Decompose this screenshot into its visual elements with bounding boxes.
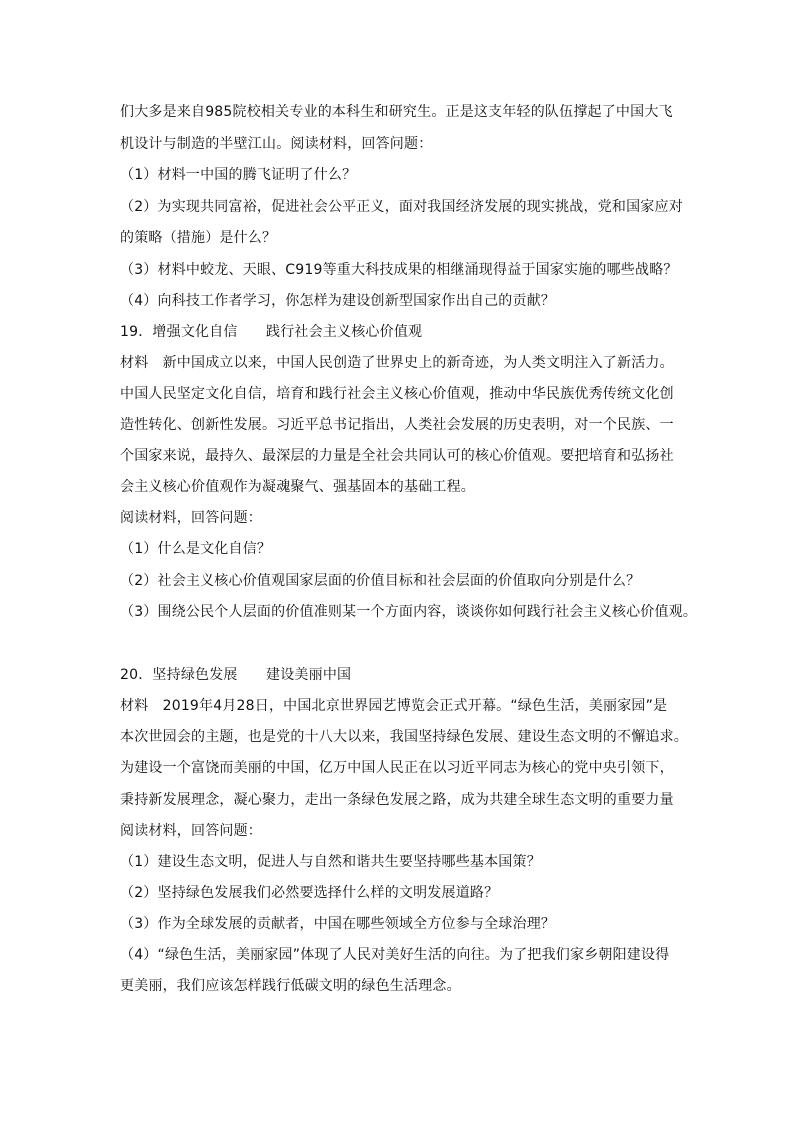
question-item: （3）围绕公民个人层面的价值准则某一个方面内容，谈谈你如何践行社会主义核心价值观。 (120, 604, 698, 620)
text-line: 中国人民坚定文化自信，培育和践行社会主义核心价值观，推动中华民族优秀传统文化创 (120, 386, 674, 402)
question-item: （4）“绿色生活，美丽家园”体现了人民对美好生活的向往。为了把我们家乡朝阳建设得 (120, 947, 670, 963)
text-line: 为建设一个富饶而美丽的中国，亿万中国人民正在以习近平同志为核心的党中央引领下， (120, 760, 674, 776)
question-item: （3）作为全球发展的贡献者，中国在哪些领域全方位参与全球治理？ (120, 916, 556, 932)
instruction-line: 阅读材料，回答问题： (120, 823, 262, 839)
text-line: 的策略（措施）是什么？ (120, 230, 277, 246)
question-item: （3）材料中蛟龙、天眼、C919等重大科技成果的相继涌现得益于国家实施的哪些战略？ (120, 262, 678, 278)
text-line: 会主义核心价值观作为凝魂聚气、强基固本的基础工程。 (120, 479, 475, 495)
text-line: 机设计与制造的半壁江山。阅读材料，回答问题： (120, 136, 433, 152)
question-item: （2）社会主义核心价值观国家层面的价值目标和社会层面的价值取向分别是什么？ (120, 573, 641, 589)
text-line: 个国家来说，最持久、最深层的力量是全社会共同认可的核心价值观。要把培育和弘扬社 (120, 448, 674, 464)
instruction-line: 阅读材料，回答问题： (120, 510, 262, 526)
text-line: 秉持新发展理念，凝心聚力，走出一条绿色发展之路，成为共建全球生态文明的重要力量 (120, 792, 674, 808)
text-line: 更美丽，我们应该怎样践行低碳文明的绿色生活理念。 (120, 978, 461, 994)
question-item: （1）材料一中国的腾飞证明了什么？ (120, 167, 357, 183)
question-item: （1）建设生态文明，促进人与自然和谐共生要坚持哪些基本国策？ (120, 854, 541, 870)
text-line: 材料 新中国成立以来，中国人民创造了世界史上的新奇迹，为人类文明注入了新活力。 (120, 355, 674, 371)
text-line: 材料 2019年4月28日，中国北京世界园艺博览会正式开幕。“绿色生活，美丽家园”是 (120, 698, 668, 714)
text-line: 们大多是来自985院校相关专业的本科生和研究生。正是这支年轻的队伍撑起了中国大飞 (120, 104, 673, 120)
section-heading-19: 19．增强文化自信 践行社会主义核心价值观 (120, 324, 423, 340)
section-heading-20: 20．坚持绿色发展 建设美丽中国 (120, 667, 352, 683)
question-item: （1）什么是文化自信？ (120, 541, 272, 557)
question-item: （4）向科技工作者学习，你怎样为建设创新型国家作出自己的贡献？ (120, 293, 556, 309)
text-line: 本次世园会的主题，也是党的十八大以来，我国坚持绿色发展、建设生态文明的不懈追求。 (120, 729, 688, 745)
question-item: （2）为实现共同富裕，促进社会公平正义，面对我国经济发展的现实挑战，党和国家应对 (120, 199, 683, 215)
question-item: （2）坚持绿色发展我们必然要选择什么样的文明发展道路？ (120, 885, 499, 901)
text-line: 造性转化、创新性发展。习近平总书记指出，人类社会发展的历史表明，对一个民族、一 (120, 417, 674, 433)
